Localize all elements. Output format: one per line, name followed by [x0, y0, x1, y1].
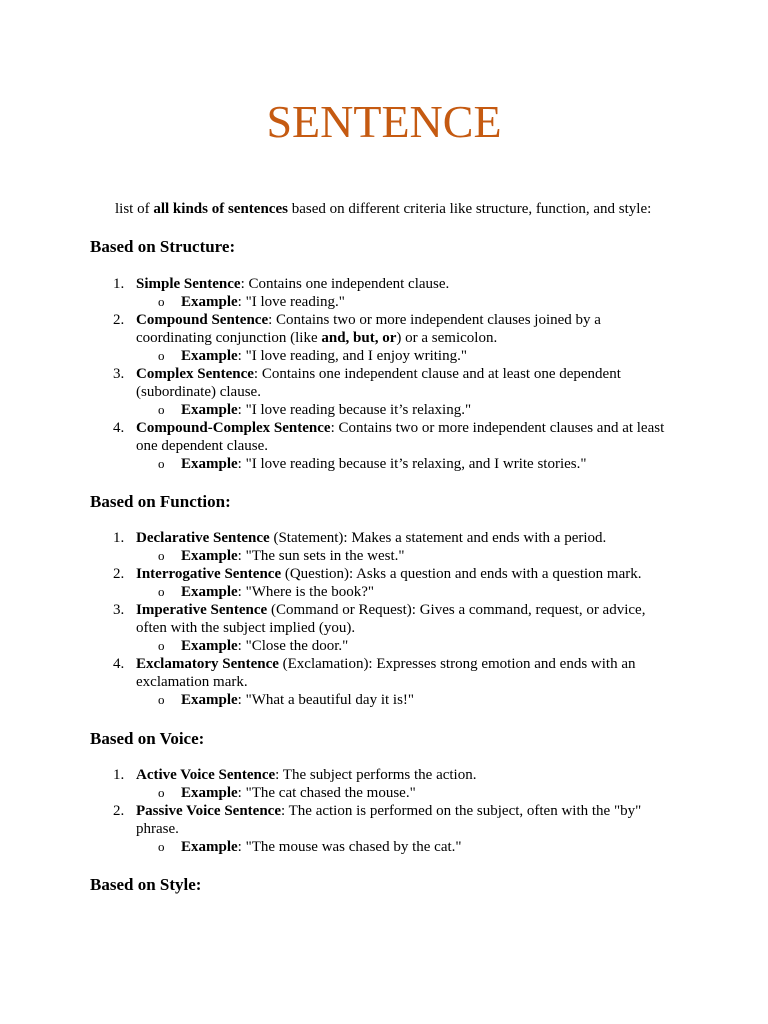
item-description: : The subject performs the action.	[275, 767, 477, 783]
item-term: Compound-Complex Sentence	[136, 420, 331, 436]
example-line	[0, 838, 713, 856]
bullet-icon: o	[158, 692, 165, 707]
item-number: 1.	[113, 530, 125, 546]
example-text: : "Where is the book?"	[237, 584, 375, 600]
example-label: Example	[181, 584, 238, 600]
example-line	[0, 583, 713, 601]
item-term: Passive Voice Sentence	[136, 803, 281, 819]
structure-list	[0, 275, 768, 473]
example-line	[0, 455, 713, 473]
example-label: Example	[181, 402, 238, 418]
example-label: Example	[181, 456, 238, 472]
item-description: : The action is performed on the subject, often with the "by" phrase.	[136, 803, 642, 837]
item-number: 1.	[113, 276, 125, 292]
example-text: : "The sun sets in the west."	[237, 548, 405, 564]
item-description: (Command or Request): Gives a command, request, or advice, often with the subject implied (you).	[136, 602, 646, 636]
list-item	[0, 802, 668, 856]
example-line	[0, 784, 713, 802]
item-term: Interrogative Sentence	[136, 566, 282, 582]
list-item	[0, 565, 668, 601]
item-number: 1.	[113, 767, 125, 783]
bullet-icon: o	[158, 839, 165, 854]
page-title: SENTENCE	[266, 96, 502, 147]
function-list	[0, 529, 768, 709]
example-text: : "I love reading because it’s relaxing, and I write stories."	[237, 456, 587, 472]
example-line	[0, 347, 713, 365]
example-line	[0, 637, 713, 655]
item-term: Imperative Sentence	[136, 602, 268, 618]
item-number: 2.	[113, 803, 125, 819]
example-text: : "I love reading."	[237, 294, 345, 310]
bullet-icon: o	[158, 785, 165, 800]
example-text: : "The mouse was chased by the cat."	[237, 839, 462, 855]
bullet-icon: o	[158, 402, 165, 417]
list-item	[0, 655, 668, 709]
example-line	[0, 547, 713, 565]
example-text: : "I love reading, and I enjoy writing."	[237, 348, 467, 364]
list-item	[0, 529, 668, 565]
item-number: 4.	[113, 656, 125, 672]
example-line	[0, 293, 713, 311]
section-heading-voice: Based on Voice:	[90, 729, 205, 748]
list-item	[0, 601, 668, 655]
item-description: (Statement): Makes a statement and ends with a period.	[269, 530, 607, 546]
item-term: Exclamatory Sentence	[136, 656, 279, 672]
item-number: 3.	[113, 602, 125, 618]
item-description: : Contains two or more independent clauses and at least one dependent clause.	[136, 420, 665, 454]
intro-prefix: list of	[115, 201, 154, 217]
item-description-end: ) or a semicolon.	[396, 330, 498, 346]
item-description: (Question): Asks a question and ends with a question mark.	[281, 566, 642, 582]
item-term: Compound Sentence	[136, 312, 269, 328]
example-label: Example	[181, 638, 238, 654]
item-number: 3.	[113, 366, 125, 382]
example-line	[0, 401, 713, 419]
item-description: (Exclamation): Expresses strong emotion and ends with an exclamation mark.	[136, 656, 636, 690]
item-term: Active Voice Sentence	[136, 767, 276, 783]
example-label: Example	[181, 785, 238, 801]
item-term: Simple Sentence	[136, 276, 241, 292]
item-description: : Contains two or more independent clauses joined by a coordinating conjunction (like	[136, 312, 601, 346]
item-term: Declarative Sentence	[136, 530, 270, 546]
section-heading-style: Based on Style:	[90, 875, 202, 894]
item-inline-bold: and, but, or	[321, 330, 397, 346]
bullet-icon: o	[158, 294, 165, 309]
example-line	[0, 691, 713, 709]
bullet-icon: o	[158, 456, 165, 471]
list-item	[0, 419, 668, 473]
intro-paragraph	[115, 200, 651, 218]
example-text: : "Close the door."	[237, 638, 349, 654]
example-text: : "I love reading because it’s relaxing."	[237, 402, 472, 418]
list-item	[0, 275, 668, 311]
item-description: : Contains one independent clause.	[240, 276, 450, 292]
example-label: Example	[181, 692, 238, 708]
example-label: Example	[181, 839, 238, 855]
bullet-icon: o	[158, 548, 165, 563]
list-item	[0, 365, 668, 419]
item-number: 2.	[113, 312, 125, 328]
item-description: : Contains one independent clause and at least one dependent (subordinate) clause.	[136, 366, 621, 400]
intro-suffix: based on different criteria like structure, function, and style:	[287, 201, 652, 217]
example-text: : "The cat chased the mouse."	[237, 785, 416, 801]
item-term: Complex Sentence	[136, 366, 254, 382]
list-item	[0, 766, 668, 802]
example-label: Example	[181, 348, 238, 364]
example-label: Example	[181, 294, 238, 310]
example-text: : "What a beautiful day it is!"	[237, 692, 415, 708]
item-number: 2.	[113, 566, 125, 582]
list-item	[0, 311, 668, 365]
example-label: Example	[181, 548, 238, 564]
bullet-icon: o	[158, 638, 165, 653]
section-heading-structure: Based on Structure:	[90, 237, 236, 256]
intro-bold: all kinds of sentences	[153, 201, 288, 217]
bullet-icon: o	[158, 348, 165, 363]
section-heading-function: Based on Function:	[90, 492, 231, 511]
voice-list	[0, 766, 768, 856]
bullet-icon: o	[158, 584, 165, 599]
item-number: 4.	[113, 420, 125, 436]
